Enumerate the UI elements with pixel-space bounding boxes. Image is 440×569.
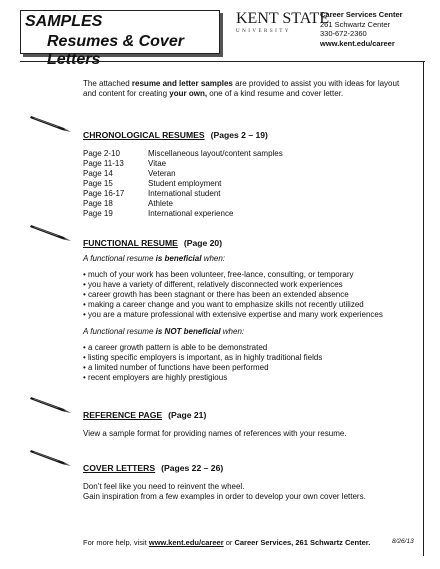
- page-description: Vitae: [148, 159, 167, 168]
- footer-date: 8/26/13: [392, 538, 414, 545]
- intro-paragraph: The attached resume and letter samples are provided to assist you with ideas for layout and content for creating your own, one of a kind resume and cover letter.: [83, 79, 400, 98]
- cover-letters-section: [83, 463, 366, 502]
- fountain-pen-icon: [28, 222, 72, 242]
- functional-section: [83, 238, 383, 383]
- functional-heading: FUNCTIONAL RESUME (Page 20): [83, 238, 223, 248]
- contact-office: Career Services Center: [320, 10, 403, 19]
- logo-subtitle: UNIVERSITY: [236, 29, 291, 34]
- page-list-item: [83, 149, 283, 159]
- chronological-section: [83, 130, 283, 219]
- page-description: Veteran: [148, 169, 176, 178]
- bullet-item: • much of your work has been volunteer, free-lance, consulting, or temporary: [83, 270, 354, 279]
- page-description: International student: [148, 189, 221, 198]
- footer-text: For more help, visit www.kent.edu/career or Career Services, 261 Schwartz Center.: [83, 538, 371, 547]
- page-range: Page 2-10: [83, 149, 120, 158]
- bullet-item: • recent employers are highly prestigious: [83, 373, 228, 382]
- page-list-item: [83, 209, 283, 219]
- page-list-item: [83, 199, 283, 209]
- chronological-list: [83, 149, 283, 219]
- fountain-pen-icon: [28, 113, 72, 133]
- functional-benefits-list: [83, 270, 383, 320]
- bullet-item: • a career growth pattern is able to be demonstrated: [83, 343, 268, 352]
- bullet-item: • you have a variety of different, relatively disconnected work experiences: [83, 280, 343, 289]
- cover-letters-line-1: Don’t feel like you need to reinvent the wheel.: [83, 482, 245, 491]
- page-range: Page 11-13: [83, 159, 124, 168]
- career-link[interactable]: www.kent.edu/career: [148, 538, 224, 547]
- page-range: Page 14: [83, 169, 113, 178]
- bullet-item: • career growth has been stagnant or there has been an extended absence: [83, 290, 349, 299]
- title-line-1: SAMPLES: [25, 13, 103, 30]
- kent-state-logo: [236, 10, 330, 40]
- page-list-item: [83, 189, 283, 199]
- functional-lead-1: A functional resume is beneficial when:: [83, 254, 226, 263]
- bullet-item: • listing specific employers is important, as in highly traditional fields: [83, 353, 323, 362]
- page-description: Miscellaneous layout/content samples: [148, 149, 283, 158]
- bullet-item: • you are a mature professional with extensive expertise and many work experiences: [83, 310, 383, 319]
- side-divider: [423, 61, 424, 556]
- contact-phone: 330-672-2360: [320, 29, 367, 38]
- reference-heading: REFERENCE PAGE (Page 21): [83, 410, 207, 420]
- cover-letters-line-2: Gain inspiration from a few examples in order to develop your own cover letters.: [83, 492, 366, 501]
- contact-web[interactable]: www.kent.edu/career: [320, 38, 395, 48]
- logo-wordmark: KENT STATE: [236, 10, 330, 27]
- page-description: Student employment: [148, 179, 222, 188]
- contact-address: 261 Schwartz Center: [320, 19, 391, 29]
- cover-letters-heading: COVER LETTERS (Pages 22 – 26): [83, 463, 224, 473]
- bullet-item: • making a career change and you want to emphasize skills not recently utilized: [83, 300, 364, 309]
- page-range: Page 18: [83, 199, 113, 208]
- reference-section: [83, 410, 347, 439]
- page-range: Page 19: [83, 209, 113, 218]
- fountain-pen-icon: [28, 447, 72, 467]
- bullet-item: • a limited number of functions have been performed: [83, 363, 269, 372]
- page-description: Athlete: [148, 199, 173, 208]
- page-range: Page 15: [83, 179, 113, 188]
- page-list-item: [83, 159, 283, 169]
- chronological-heading: CHRONOLOGICAL RESUMES (Pages 2 – 19): [83, 130, 268, 140]
- header-divider: [20, 61, 425, 62]
- contact-block: [320, 10, 403, 48]
- fountain-pen-icon: [28, 394, 72, 414]
- title-box: [20, 10, 220, 68]
- reference-text: View a sample format for providing names of references with your resume.: [83, 429, 347, 438]
- page-description: International experience: [148, 209, 234, 218]
- page-list-item: [83, 179, 283, 189]
- title-line-2: Resumes & Cover Letters: [47, 33, 184, 68]
- page-range: Page 16-17: [83, 189, 125, 198]
- page-list-item: [83, 169, 283, 179]
- functional-lead-2: A functional resume is NOT beneficial when:: [83, 327, 245, 336]
- functional-drawbacks-list: [83, 343, 383, 383]
